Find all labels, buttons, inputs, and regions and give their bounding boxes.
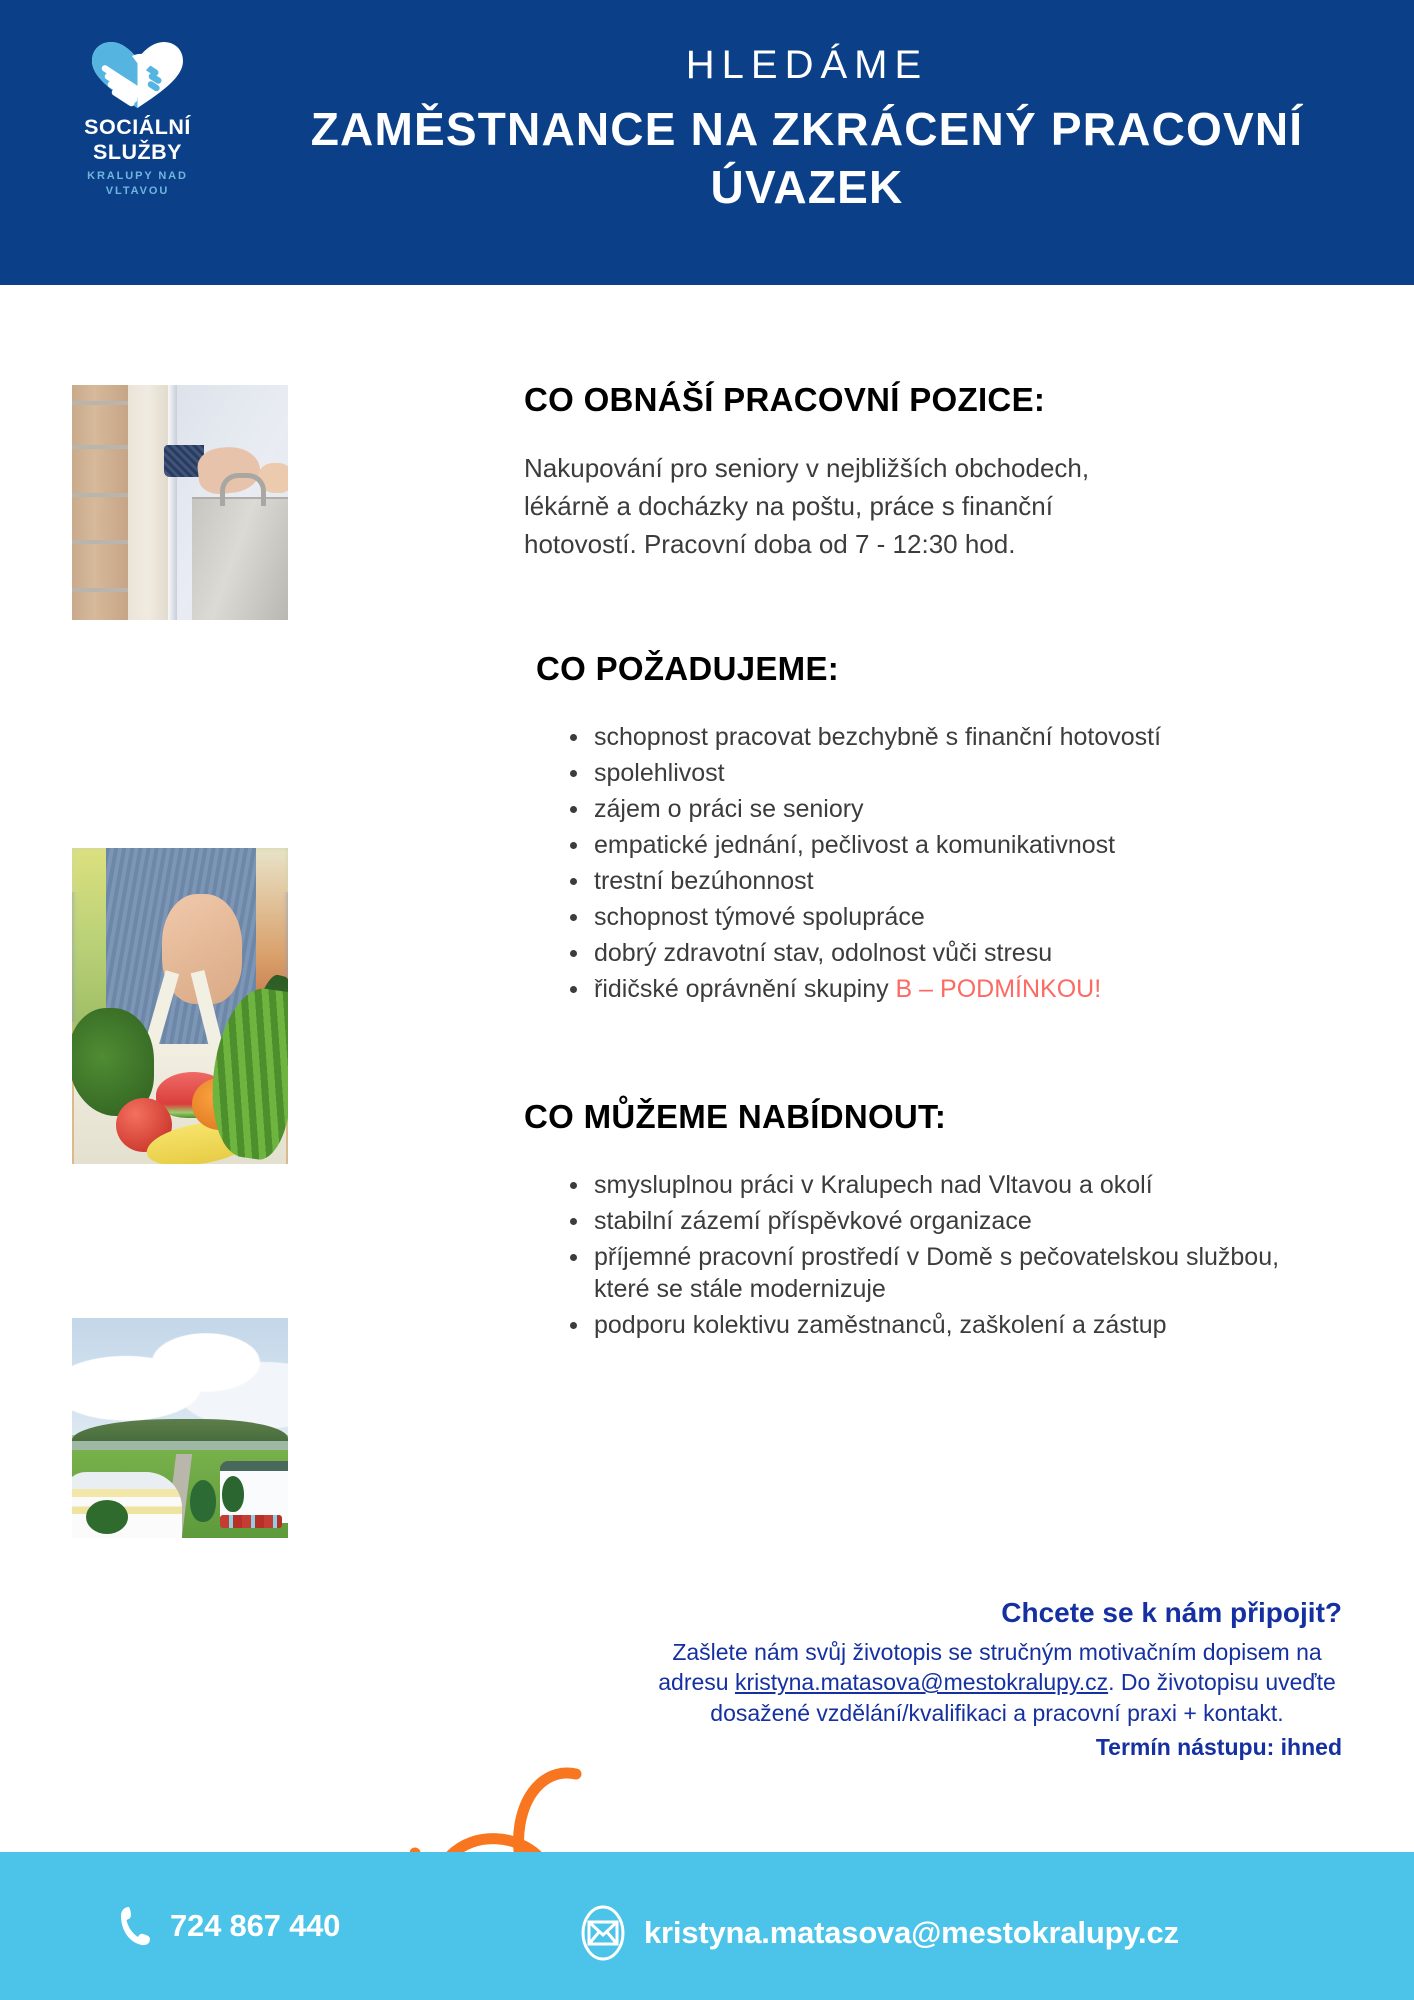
header-kicker: HLEDÁME [685,43,929,87]
list-item [564,937,1324,969]
list-item [564,829,1324,861]
list-item [564,1169,1324,1201]
header-title-block [240,42,1374,217]
offer-list [524,1169,1324,1341]
list-item [564,721,1324,753]
logo-text-line1: SOCIÁLNÍ [84,115,191,139]
footer-email-address: kristyna.matasova@mestokralupy.cz [644,1915,1179,1950]
list-item-label: stabilní zázemí příspěvkové organizace [594,1206,1032,1235]
list-item [564,1309,1324,1341]
list-item [564,757,1324,789]
list-item-label: empatické jednání, pečlivost a komunikativnost [594,831,1116,860]
list-item-label: příjemné pracovní prostředí v Domě s pečovatelskou službou, které se stále modernizuje [594,1242,1280,1303]
list-item [564,1205,1324,1237]
list-item-label: spolehlivost [594,759,725,788]
list-item-label: trestní bezúhonnost [594,867,814,896]
heart-handshake-icon [70,38,205,110]
list-item [564,901,1324,933]
requirements-list [524,721,1324,1005]
page-title: ZAMĚSTNANCE NA ZKRÁCENÝ PRACOVNÍ ÚVAZEK [310,103,1304,214]
list-item-label: smysluplnou práci v Kralupech nad Vltavou a okolí [594,1170,1153,1199]
cta-body-part2: . Do životopisu uveďte dosažené vzdělání/kvalifikaci a pracovní praxi + kontakt. [710,1669,1336,1726]
photo-tote-bag-vegetables [72,848,288,1164]
photo-handover-paper-bag [72,385,288,620]
list-item [564,973,1324,1005]
list-item-highlight: B – PODMÍNKOU! [895,975,1102,1004]
footer-phone[interactable] [118,1904,340,1948]
poster-footer [0,1852,1414,2000]
footer-email[interactable] [580,1904,1179,1962]
duties-heading: CO OBNÁŠÍ PRACOVNÍ POZICE: [524,381,1046,418]
poster-header [0,0,1414,285]
list-item [564,1241,1324,1305]
logo-text-line2: SLUŽBY [93,139,182,164]
cta-title: Chcete se k nám připojit? [1001,1597,1342,1628]
duties-paragraph: Nakupování pro seniory v nejbližších obchodech, lékárně a docházky na poštu, práce s finanční hotovostí. Pracovní doba od 7 - 12:30 hod. [524,452,1090,559]
envelope-icon [580,1904,626,1962]
cta-body-part1: Zašlete nám svůj životopis se stručným motivačním dopisem na adresu [658,1638,1322,1696]
list-item-label: zájem o práci se seniory [594,795,864,824]
offer-heading: CO MŮŽEME NABÍDNOUT: [524,1098,947,1136]
list-item-label: řidičské oprávnění skupiny [594,975,896,1004]
cta-email-link[interactable]: kristyna.matasova@mestokralupy.cz [734,1669,1109,1696]
logo-subtitle: KRALUPY NAD VLTAVOU [87,170,188,198]
list-item-label: schopnost pracovat bezchybně s finanční hotovostí [594,723,1162,752]
poster-content [524,380,1364,1345]
requirements-heading: CO POŽADUJEME: [536,650,840,688]
list-item-label: dobrý zdravotní stav, odolnost vůči stresu [594,939,1053,968]
phone-icon [118,1904,152,1948]
photo-aerial-care-home [72,1318,288,1538]
call-to-action-block [652,1596,1342,1761]
organization-logo [70,38,205,199]
list-item [564,865,1324,897]
cta-start-date: Termín nástupu: ihned [1095,1734,1342,1761]
list-item-label: podporu kolektivu zaměstnanců, zaškolení a zástup [594,1310,1167,1339]
cta-body [652,1637,1342,1729]
list-item-label: schopnost týmové spolupráce [594,903,925,932]
footer-phone-number: 724 867 440 [170,1908,341,1943]
list-item [564,793,1324,825]
